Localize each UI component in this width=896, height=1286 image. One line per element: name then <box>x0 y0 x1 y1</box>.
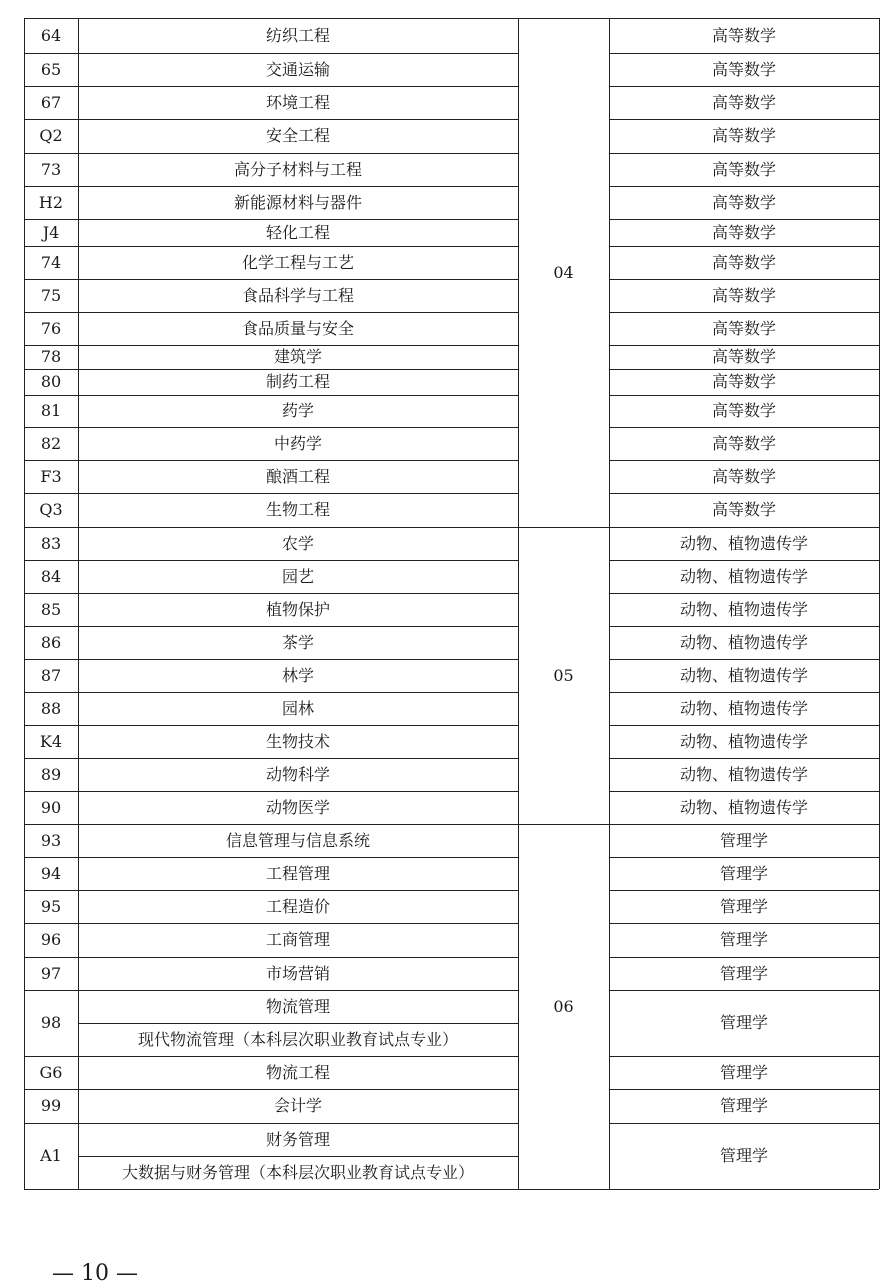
subject-cell: 管理学 <box>719 1146 768 1165</box>
subject-cell: 高等数学 <box>711 347 776 366</box>
code-cell: 86 <box>40 632 62 652</box>
major-cell: 工程管理 <box>265 863 330 883</box>
subject-cell: 高等数学 <box>711 25 776 45</box>
major-cell: 生物技术 <box>265 731 330 751</box>
major-cell: 物流工程 <box>265 1062 330 1082</box>
major-cell: 制药工程 <box>265 372 330 391</box>
major-cell: 食品科学与工程 <box>241 285 354 305</box>
code-cell: Q3 <box>39 500 63 519</box>
code-cell: 76 <box>40 318 62 338</box>
major-cell: 动物科学 <box>265 764 330 784</box>
code-cell: 85 <box>40 599 62 619</box>
subject-cell: 高等数学 <box>711 222 776 242</box>
subject-cell: 高等数学 <box>711 401 776 420</box>
subject-cell: 管理学 <box>719 830 768 850</box>
code-cell: 88 <box>40 698 62 718</box>
code-cell: 95 <box>40 896 62 916</box>
subject-cell: 高等数学 <box>711 126 776 145</box>
major-cell: 酿酒工程 <box>265 466 330 486</box>
major-cell: 交通运输 <box>265 59 330 79</box>
subject-cell: 高等数学 <box>711 252 776 272</box>
group-code-cell: 05 <box>553 665 574 685</box>
subject-cell: 动物、植物遗传学 <box>679 731 808 751</box>
code-cell: G6 <box>39 1062 63 1082</box>
subject-cell: 高等数学 <box>711 466 776 486</box>
major-split-line <box>78 1023 518 1024</box>
subject-cell: 高等数学 <box>711 159 776 179</box>
major-cell: 茶学 <box>281 632 314 652</box>
subject-cell: 高等数学 <box>711 192 776 212</box>
subject-cell: 动物、植物遗传学 <box>679 797 808 817</box>
subject-cell: 管理学 <box>719 863 768 883</box>
subject-cell: 高等数学 <box>711 59 776 79</box>
major-cell: 纺织工程 <box>265 25 330 45</box>
code-cell: 99 <box>40 1096 62 1115</box>
code-cell: F3 <box>40 466 62 486</box>
major-cell: 财务管理 <box>265 1129 330 1149</box>
major-cell: 药学 <box>281 401 314 420</box>
code-cell: A1 <box>40 1146 62 1165</box>
code-cell: 75 <box>40 285 62 305</box>
subject-cell: 动物、植物遗传学 <box>679 566 808 586</box>
subject-cell: 高等数学 <box>711 433 776 453</box>
major-cell: 中药学 <box>273 433 322 453</box>
code-cell: 87 <box>40 665 62 685</box>
major-cell: 会计学 <box>273 1096 322 1115</box>
code-cell: 84 <box>40 566 62 586</box>
code-cell: 74 <box>40 252 62 272</box>
code-cell: 81 <box>40 401 62 420</box>
subject-cell: 高等数学 <box>711 500 776 519</box>
subject-cell: 高等数学 <box>711 285 776 305</box>
code-cell: 90 <box>40 797 62 817</box>
subject-cell: 动物、植物遗传学 <box>679 665 808 685</box>
code-cell: H2 <box>38 192 64 212</box>
code-cell: 82 <box>40 433 62 453</box>
major-cell: 林学 <box>281 665 314 685</box>
subject-cell: 动物、植物遗传学 <box>679 764 808 784</box>
subject-cell: 管理学 <box>719 1096 768 1115</box>
subject-cell: 管理学 <box>719 1062 768 1082</box>
major-cell: 生物工程 <box>265 500 330 519</box>
code-cell: 67 <box>40 92 62 112</box>
subject-cell: 管理学 <box>719 963 768 983</box>
code-cell: 93 <box>40 830 62 850</box>
subject-cell: 动物、植物遗传学 <box>679 632 808 652</box>
major-cell: 工商管理 <box>265 930 330 949</box>
major-cell: 环境工程 <box>265 92 330 112</box>
subject-cell: 高等数学 <box>711 372 776 391</box>
code-cell: 89 <box>40 764 62 784</box>
subject-cell: 高等数学 <box>711 92 776 112</box>
major-cell: 植物保护 <box>265 599 330 619</box>
major-cell: 园林 <box>281 698 314 718</box>
major-split-line <box>78 1156 518 1157</box>
major-cell: 安全工程 <box>265 126 330 145</box>
subject-cell: 动物、植物遗传学 <box>679 533 808 553</box>
code-cell: 80 <box>40 372 62 391</box>
code-cell: K4 <box>39 731 63 751</box>
major-cell: 信息管理与信息系统 <box>225 830 370 850</box>
code-cell: 73 <box>40 159 62 179</box>
code-cell: 65 <box>40 59 62 79</box>
col-line-4 <box>879 18 880 1189</box>
page-number: — 10 — <box>52 1261 138 1286</box>
code-cell: Q2 <box>39 126 63 145</box>
subject-table <box>24 18 879 1189</box>
group-code-cell: 04 <box>553 262 574 282</box>
subject-cell: 管理学 <box>719 1013 768 1032</box>
group-code-cell: 06 <box>553 996 574 1016</box>
major-cell: 大数据与财务管理（本科层次职业教育试点专业） <box>121 1162 474 1182</box>
subject-cell: 管理学 <box>719 930 768 949</box>
major-cell: 新能源材料与器件 <box>233 192 362 212</box>
major-cell: 农学 <box>281 533 314 553</box>
code-cell: 98 <box>40 1013 62 1032</box>
subject-cell: 高等数学 <box>711 318 776 338</box>
subject-cell: 动物、植物遗传学 <box>679 698 808 718</box>
major-cell: 现代物流管理（本科层次职业教育试点专业） <box>137 1029 458 1049</box>
code-cell: J4 <box>42 222 60 242</box>
major-cell: 化学工程与工艺 <box>241 252 354 272</box>
major-cell: 建筑学 <box>273 347 322 366</box>
major-cell: 市场营销 <box>265 963 330 983</box>
border-bottom <box>24 1189 879 1190</box>
major-cell: 工程造价 <box>265 896 330 916</box>
code-cell: 97 <box>40 963 62 983</box>
code-cell: 83 <box>40 533 62 553</box>
subject-cell: 管理学 <box>719 896 768 916</box>
major-cell: 物流管理 <box>265 996 330 1016</box>
major-cell: 高分子材料与工程 <box>233 159 362 179</box>
major-cell: 园艺 <box>281 566 314 586</box>
code-cell: 78 <box>40 347 62 366</box>
code-cell: 96 <box>40 930 62 949</box>
major-cell: 轻化工程 <box>265 222 330 242</box>
major-cell: 食品质量与安全 <box>241 318 354 338</box>
major-cell: 动物医学 <box>265 797 330 817</box>
code-cell: 94 <box>40 863 62 883</box>
subject-cell: 动物、植物遗传学 <box>679 599 808 619</box>
code-cell: 64 <box>40 25 62 45</box>
